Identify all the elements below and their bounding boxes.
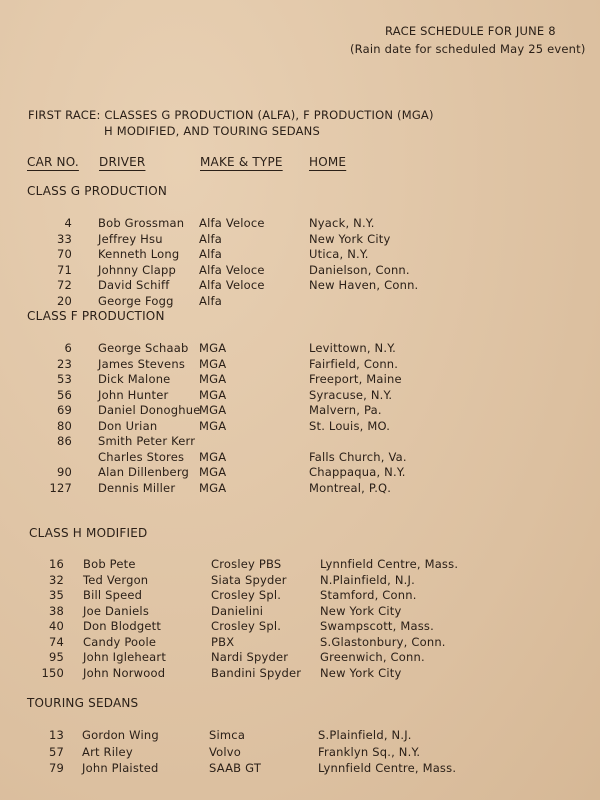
driver-name: Bob Pete [83, 557, 136, 571]
make-type: MGA [199, 465, 227, 479]
schedule-title: RACE SCHEDULE FOR JUNE 8 [385, 24, 556, 38]
make-type: PBX [211, 634, 235, 649]
car-number: 57 [48, 744, 64, 759]
make-type: MGA [199, 403, 227, 417]
class-title: CLASS G PRODUCTION [27, 184, 168, 198]
car-number: 16 [48, 557, 64, 571]
driver-name: Gordon Wing [82, 728, 159, 742]
driver-name: Charles Stores [98, 449, 185, 464]
class-title: CLASS H MODIFIED [29, 526, 148, 540]
home-town: Freeport, Maine [309, 372, 402, 386]
make-type: Alfa Veloce [199, 278, 265, 292]
driver-name: George Schaab [98, 341, 189, 355]
make-type: Crosley Spl. [211, 588, 282, 602]
make-type: Alfa Veloce [199, 216, 265, 230]
driver-name: Joe Daniels [83, 603, 150, 618]
first-race-line-2: H MODIFIED, AND TOURING SEDANS [104, 124, 320, 138]
home-town: Levittown, N.Y. [309, 341, 396, 355]
car-number: 38 [48, 603, 64, 618]
column-driver: DRIVER [99, 155, 146, 169]
car-number: 95 [48, 650, 64, 664]
class-title: TOURING SEDANS [27, 696, 139, 710]
home-town: S.Plainfield, N.J. [318, 728, 412, 742]
make-type: Alfa [199, 247, 222, 261]
make-type: Danielini [211, 603, 264, 618]
car-number: 20 [56, 293, 72, 308]
car-number: 33 [56, 231, 72, 246]
car-number: 79 [48, 761, 64, 775]
home-town: New Haven, Conn. [309, 278, 419, 292]
make-type: Volvo [209, 744, 242, 759]
car-number: 35 [48, 588, 64, 602]
make-type: Alfa [199, 231, 222, 246]
driver-name: Bob Grossman [98, 216, 185, 230]
make-type: MGA [199, 480, 227, 495]
home-town: Lynnfield Centre, Mass. [318, 761, 457, 775]
home-town: S.Glastonbury, Conn. [320, 634, 446, 649]
car-number: 13 [48, 728, 64, 742]
driver-name: John Igleheart [83, 650, 167, 664]
home-town: Nyack, N.Y. [309, 216, 375, 230]
home-town: Utica, N.Y. [309, 247, 369, 261]
car-number: 53 [56, 372, 72, 386]
home-town: St. Louis, MO. [309, 418, 391, 433]
home-town: N.Plainfield, N.J. [320, 572, 415, 587]
driver-name: Art Riley [82, 744, 133, 759]
column-car-no: CAR NO. [27, 155, 79, 169]
make-type: Simca [209, 728, 246, 742]
first-race-line-1: FIRST RACE: CLASSES G PRODUCTION (ALFA), F PRODUCTION (MGA) [28, 108, 434, 122]
driver-name: Dennis Miller [98, 480, 176, 495]
car-number: 90 [56, 465, 72, 479]
driver-name: John Hunter [98, 387, 169, 402]
car-number: 4 [64, 216, 72, 230]
driver-name: John Norwood [83, 665, 166, 680]
driver-name: Don Urian [98, 418, 158, 433]
car-number: 86 [56, 434, 72, 448]
home-town: Chappaqua, N.Y. [309, 465, 406, 479]
home-town: Fairfield, Conn. [309, 356, 399, 371]
make-type: MGA [199, 372, 227, 386]
make-type: Crosley Spl. [211, 619, 282, 633]
column-make-type: MAKE & TYPE [200, 155, 283, 169]
driver-name: Alan Dillenberg [98, 465, 190, 479]
car-number: 127 [49, 480, 72, 495]
make-type: MGA [199, 387, 227, 402]
driver-name: Daniel Donoghue [98, 403, 201, 417]
car-number: 23 [56, 356, 72, 371]
car-number: 32 [48, 572, 64, 587]
rain-date-note: (Rain date for scheduled May 25 event) [350, 42, 586, 56]
home-town: Lynnfield Centre, Mass. [320, 557, 459, 571]
make-type: SAAB GT [209, 761, 262, 775]
car-number: 69 [56, 403, 72, 417]
make-type: MGA [199, 356, 227, 371]
driver-name: Jeffrey Hsu [98, 231, 163, 246]
car-number: 70 [56, 247, 72, 261]
driver-name: Bill Speed [83, 588, 143, 602]
home-town: Stamford, Conn. [320, 588, 417, 602]
driver-name: Candy Poole [83, 634, 157, 649]
home-town: Danielson, Conn. [309, 262, 410, 277]
home-town: New York City [320, 603, 402, 618]
class-title: CLASS F PRODUCTION [27, 309, 165, 323]
make-type: Siata Spyder [211, 572, 287, 587]
make-type: Alfa Veloce [199, 262, 265, 277]
home-town: Syracuse, N.Y. [309, 387, 393, 402]
driver-name: Smith Peter Kerr [98, 434, 196, 448]
make-type: Crosley PBS [211, 557, 282, 571]
driver-name: George Fogg [98, 293, 174, 308]
car-number: 71 [56, 262, 72, 277]
home-town: Swampscott, Mass. [320, 619, 434, 633]
home-town: New York City [320, 665, 402, 680]
column-home: HOME [309, 155, 347, 169]
driver-name: Don Blodgett [83, 619, 162, 633]
driver-name: Kenneth Long [98, 247, 180, 261]
driver-name: Johnny Clapp [98, 262, 177, 277]
driver-name: David Schiff [98, 278, 170, 292]
car-number: 40 [48, 619, 64, 633]
driver-name: John Plaisted [82, 761, 159, 775]
car-number: 56 [56, 387, 72, 402]
home-town: New York City [309, 231, 391, 246]
home-town: Franklyn Sq., N.Y. [318, 744, 421, 759]
home-town: Greenwich, Conn. [320, 650, 425, 664]
driver-name: James Stevens [98, 356, 186, 371]
home-town: Montreal, P.Q. [309, 480, 392, 495]
make-type: Alfa [199, 293, 222, 308]
car-number: 74 [48, 634, 64, 649]
home-town: Malvern, Pa. [309, 403, 382, 417]
driver-name: Dick Malone [98, 372, 171, 386]
home-town: Falls Church, Va. [309, 449, 407, 464]
make-type: MGA [199, 449, 227, 464]
car-number: 80 [56, 418, 72, 433]
make-type: Nardi Spyder [211, 650, 289, 664]
car-number: 72 [56, 278, 72, 292]
driver-name: Ted Vergon [83, 572, 149, 587]
make-type: MGA [199, 341, 227, 355]
make-type: Bandini Spyder [211, 665, 302, 680]
make-type: MGA [199, 418, 227, 433]
car-number: 6 [64, 341, 72, 355]
car-number: 150 [41, 665, 64, 680]
